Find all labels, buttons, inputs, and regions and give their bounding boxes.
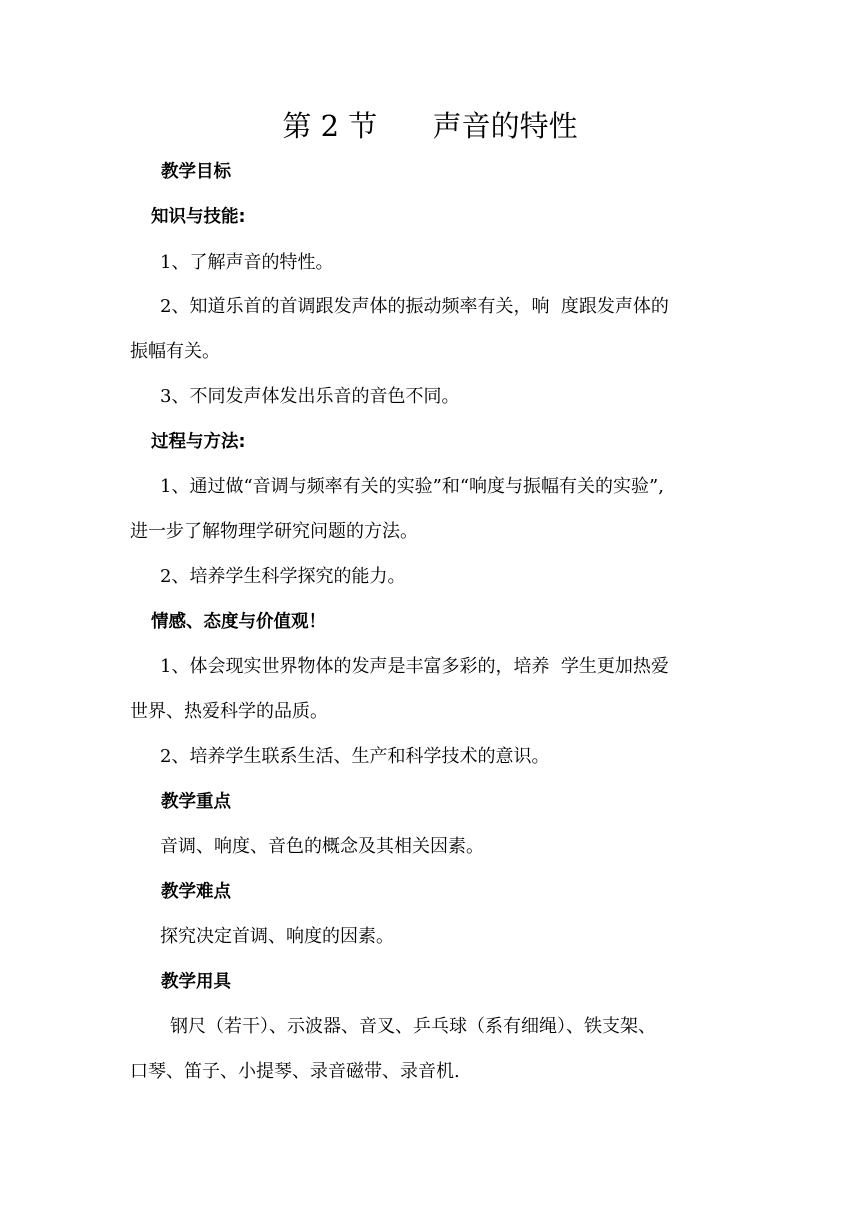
knowledge-heading: 知识与技能: — [151, 207, 246, 227]
keypoints-text: 音调、响度、音色的概念及其相关因素。 — [160, 836, 484, 857]
process-item-1: 1、通过做“音调与频率有关的实验”和“响度与振幅有关的实验”, — [160, 476, 664, 497]
emotion-item-1: 1、体会现实世界物体的发声是丰富多彩的，培养 学生更加热爱 — [160, 656, 669, 677]
difficulty-text: 探究决定首调、响度的因素。 — [160, 926, 394, 947]
knowledge-item-2: 2、知道乐首的首调跟发声体的振动频率有关，响 度跟发声体的 — [160, 296, 669, 317]
emotion-item-2: 2、培养学生联系生活、生产和科学技术的意识。 — [160, 746, 550, 767]
knowledge-item-2-continued: 振幅有关。 — [130, 341, 220, 362]
page-title: 第 2 节 声音的特性 — [282, 109, 578, 143]
tools-heading: 教学用具 — [161, 972, 231, 992]
tools-line-1: 钢尺（若干）、示波器、音叉、乒乓球（系有细绳）、铁支架、 — [170, 1016, 656, 1037]
keypoints-heading: 教学重点 — [161, 792, 231, 812]
tools-line-2: 口琴、笛子、小提琴、录音磁带、录音机. — [130, 1061, 460, 1082]
objectives-heading: 教学目标 — [161, 162, 231, 182]
knowledge-item-3: 3、不同发声体发出乐音的音色不同。 — [160, 386, 460, 407]
emotion-heading: 情感、态度与价值观！ — [151, 612, 326, 632]
process-item-1-continued: 进一步了解物理学研究问题的方法。 — [130, 521, 418, 542]
knowledge-item-1: 1、了解声音的特性。 — [160, 252, 334, 273]
emotion-item-1-continued: 世界、热爱科学的品质。 — [130, 701, 328, 722]
process-heading: 过程与方法: — [151, 432, 246, 452]
difficulty-heading: 教学难点 — [161, 882, 231, 902]
process-item-2: 2、培养学生科学探究的能力。 — [160, 566, 406, 587]
